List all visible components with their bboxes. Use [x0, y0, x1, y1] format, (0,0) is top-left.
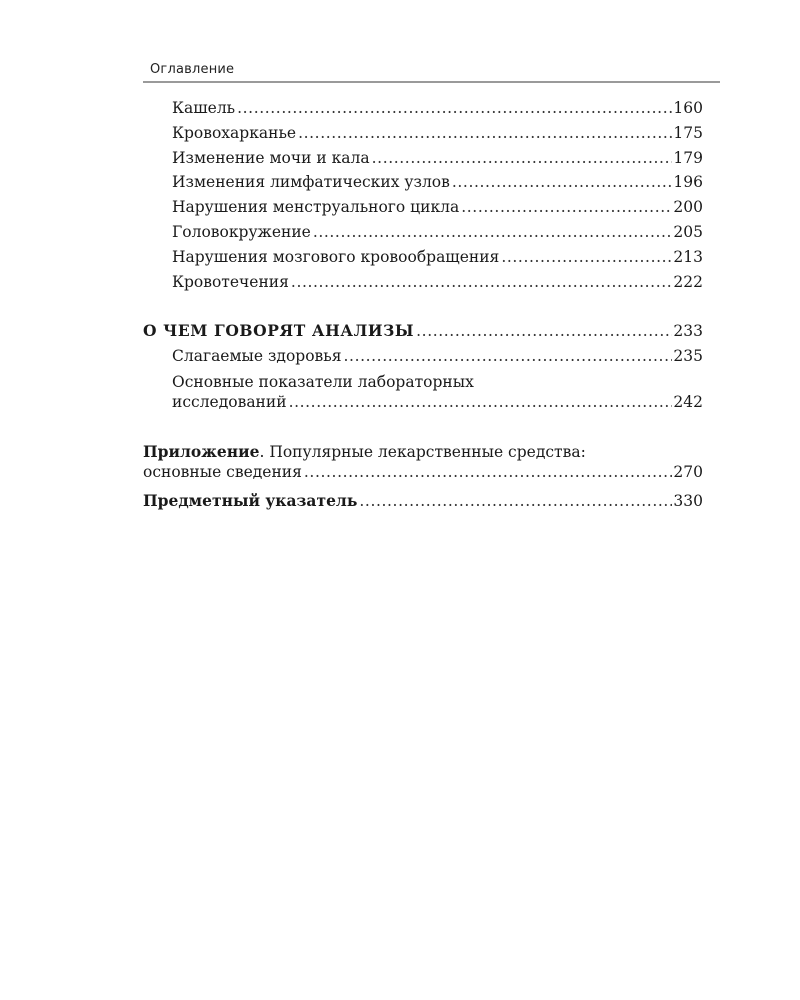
toc-entry-index[interactable]: [143, 489, 703, 514]
dot-leader: [359, 489, 672, 514]
toc-entry-title: Нарушения менструального цикла: [172, 198, 460, 217]
toc-entry-dizziness[interactable]: [143, 220, 703, 245]
dot-leader: [298, 121, 672, 146]
header-rule: [143, 81, 720, 83]
toc-entry-title: Кашель: [172, 99, 236, 117]
toc-entry-page: 175: [673, 123, 703, 142]
toc-entry-page: 222: [673, 272, 703, 291]
toc-entry-title: Головокружение: [172, 222, 311, 241]
toc-entry-urine-stool[interactable]: [143, 146, 703, 171]
dot-leader: [237, 96, 672, 121]
toc-entry-lymph-nodes[interactable]: [143, 170, 703, 195]
toc-entry-page: 205: [673, 222, 703, 241]
table-of-contents: [143, 96, 703, 514]
toc-entry-cough[interactable]: [143, 96, 703, 121]
toc-entry-title: Кровохарканье: [172, 123, 297, 142]
toc-entry-lab-indicators[interactable]: [143, 372, 703, 412]
dot-leader: [416, 319, 672, 344]
dot-leader: [304, 462, 673, 482]
dot-leader: [501, 245, 672, 270]
toc-entry-last-line: [143, 462, 703, 482]
toc-entry-hemoptysis[interactable]: [143, 121, 703, 146]
toc-section-title: О ЧЕМ ГОВОРЯТ АНАЛИЗЫ: [143, 321, 415, 341]
toc-entry-page: 235: [673, 347, 703, 366]
toc-entry-page: 213: [673, 247, 703, 266]
appendix-title: . Популярные лекарственные средства:: [259, 442, 586, 461]
dot-leader: [372, 146, 673, 171]
dot-leader: [289, 392, 673, 412]
toc-entry-page: 233: [673, 322, 703, 341]
toc-entry-page: 200: [673, 198, 703, 217]
toc-entry-page: 179: [673, 148, 703, 167]
entry-gap: [143, 482, 703, 489]
toc-entry-page: 330: [673, 491, 703, 510]
toc-entry-title: Кровотечения: [172, 272, 289, 291]
toc-entry-last-line: [172, 392, 703, 412]
toc-entry-title: Изменение мочи и кала: [172, 148, 370, 167]
section-gap: [143, 294, 703, 319]
toc-entry-bleeding[interactable]: [143, 270, 703, 295]
toc-entry-health-components[interactable]: [143, 344, 703, 369]
toc-entry-page: 160: [673, 99, 703, 117]
dot-leader: [291, 270, 672, 295]
toc-entry-page: 270: [673, 462, 703, 481]
toc-entry-title-line1: Основные показатели лабораторных: [172, 372, 474, 391]
running-head: Оглавление: [150, 62, 235, 77]
toc-entry-page: 196: [673, 173, 703, 192]
toc-entry-title-line1: [143, 442, 703, 462]
toc-entry-title: Предметный указатель: [143, 490, 358, 510]
toc-entry-title-line2: исследований: [172, 392, 287, 411]
toc-entry-appendix[interactable]: [143, 442, 703, 482]
appendix-label: Приложение: [143, 441, 260, 461]
section-gap: [143, 412, 703, 442]
toc-entry-menstrual[interactable]: [143, 195, 703, 220]
toc-entry-title: Изменения лимфатических узлов: [172, 173, 450, 192]
dot-leader: [461, 195, 672, 220]
toc-entry-cerebral-circulation[interactable]: [143, 245, 703, 270]
toc-entry-title: Слагаемые здоровья: [172, 347, 342, 366]
dot-leader: [344, 344, 673, 369]
dot-leader: [452, 170, 673, 195]
toc-entry-page: 242: [673, 392, 703, 411]
toc-entry-title: Нарушения мозгового кровообращения: [172, 247, 500, 266]
toc-entry-title-line2: основные сведения: [143, 462, 302, 481]
dot-leader: [313, 220, 673, 245]
toc-section-analyses[interactable]: [143, 319, 703, 344]
